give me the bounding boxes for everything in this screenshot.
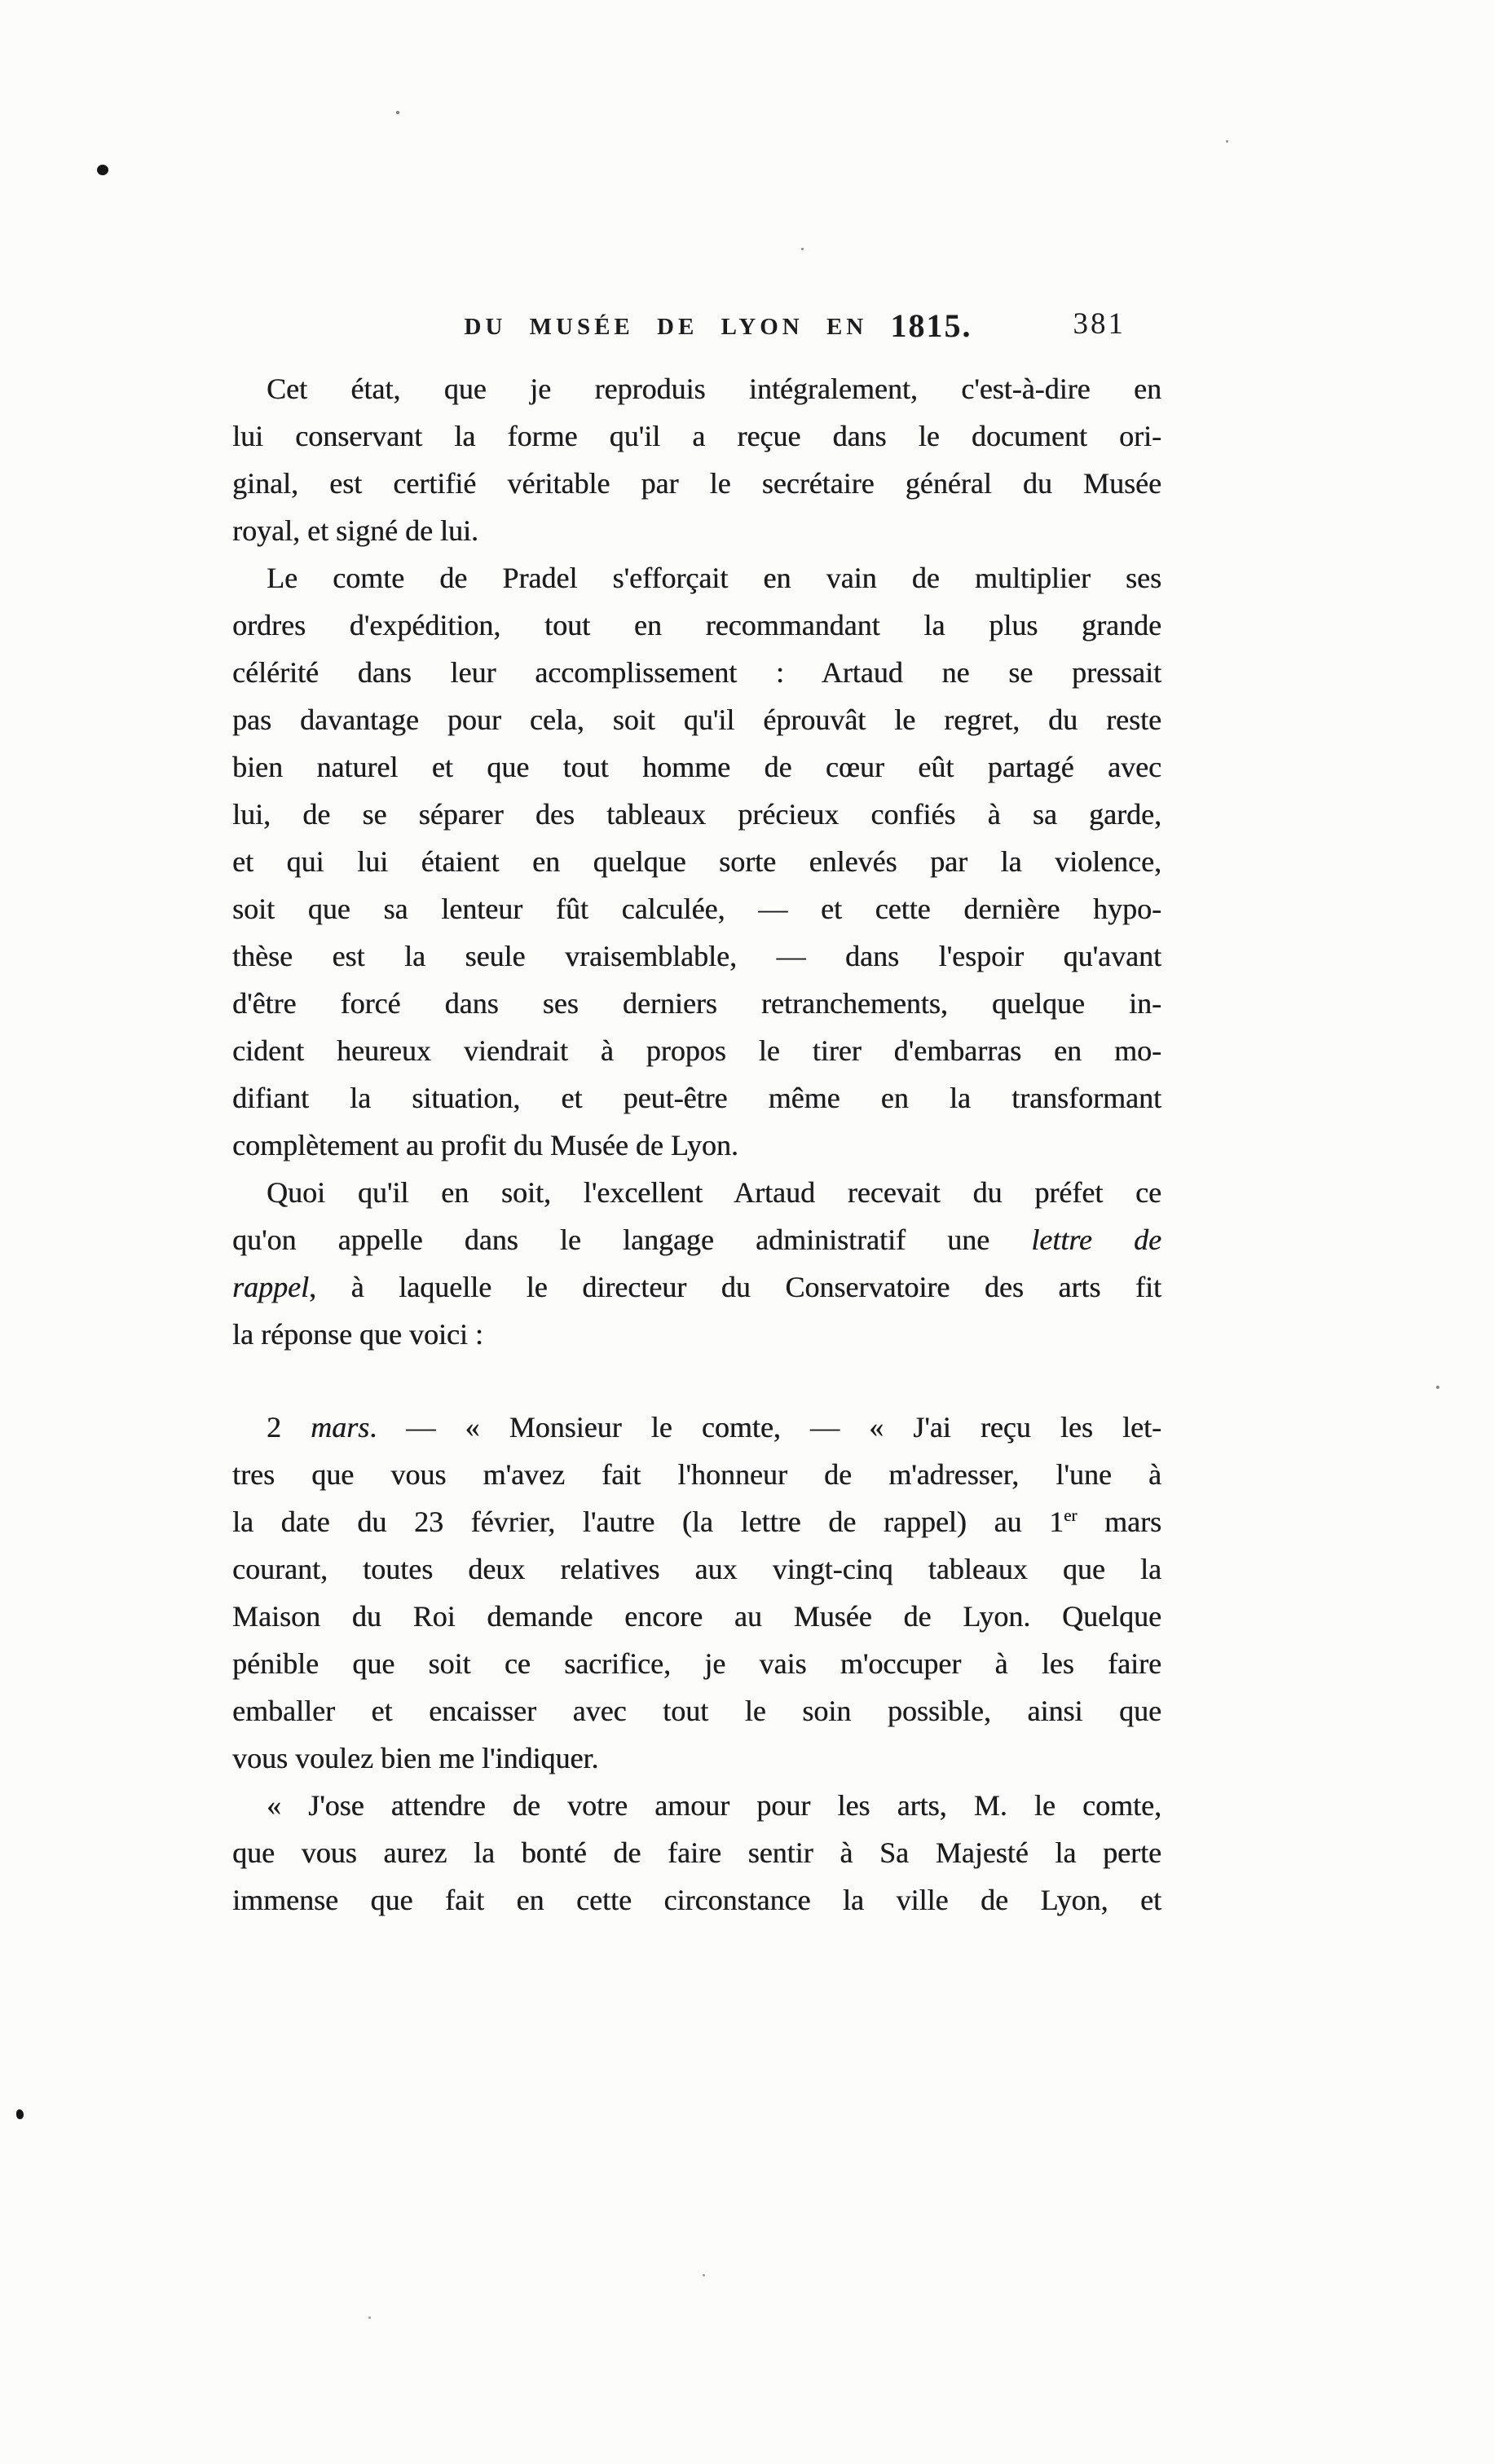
text-line xyxy=(232,1216,1161,1263)
text-segment: lui, de se séparer des tableaux précieux confiés à sa garde, xyxy=(232,798,1161,831)
scan-speck xyxy=(703,2274,705,2277)
text-line xyxy=(232,412,1161,460)
scan-speck xyxy=(97,165,108,175)
text-line xyxy=(232,1027,1161,1074)
text-segment: pénible que soit ce sacrifice, je vais m'occuper à les faire xyxy=(232,1647,1161,1680)
text-line xyxy=(232,1263,1161,1311)
text-segment: 2 xyxy=(267,1411,311,1444)
text-block xyxy=(232,365,1161,1924)
text-segment: pas davantage pour cela, soit qu'il éprouvât le regret, du reste xyxy=(232,703,1161,736)
text-line xyxy=(232,1545,1161,1593)
text-line xyxy=(232,1311,1161,1358)
paragraph xyxy=(232,1782,1161,1924)
text-segment: et qui lui étaient en quelque sorte enlevés par la violence, xyxy=(232,845,1161,878)
text-segment: célérité dans leur accomplissement : Artaud ne se pressait xyxy=(232,656,1161,689)
text-line xyxy=(232,1782,1161,1829)
italic-text-segment: rappel xyxy=(232,1271,309,1303)
text-line xyxy=(232,838,1161,885)
paragraph xyxy=(232,1169,1161,1358)
text-segment: la réponse que voici : xyxy=(232,1318,483,1351)
text-segment: tres que vous m'avez fait l'honneur de m'adresser, l'une à xyxy=(232,1458,1161,1491)
text-line xyxy=(232,980,1161,1027)
text-line xyxy=(232,1876,1161,1924)
text-segment: courant, toutes deux relatives aux vingt-cinq tableaux que la xyxy=(232,1553,1161,1585)
text-line xyxy=(232,1498,1161,1545)
text-segment: thèse est la seule vraisemblable, — dans l'espoir qu'avant xyxy=(232,940,1161,972)
text-segment: que vous aurez la bonté de faire sentir à Sa Majesté la perte xyxy=(232,1836,1161,1869)
scan-speck xyxy=(1436,1386,1439,1389)
text-segment: « J'ose attendre de votre amour pour les arts, M. le comte, xyxy=(267,1789,1161,1822)
text-segment: royal, et signé de lui. xyxy=(232,514,478,547)
italic-text-segment: lettre de xyxy=(1031,1223,1162,1256)
scan-speck xyxy=(801,248,804,250)
text-segment: immense que fait en cette circonstance la ville de Lyon, et xyxy=(232,1884,1161,1916)
text-line xyxy=(232,1640,1161,1687)
text-segment: Le comte de Pradel s'efforçait en vain de multiplier ses xyxy=(267,562,1161,594)
text-line xyxy=(232,1122,1161,1169)
text-segment: lui conservant la forme qu'il a reçue dans le document ori- xyxy=(232,420,1161,452)
text-segment: qu'on appelle dans le langage administratif une xyxy=(232,1223,1032,1256)
text-segment: soit que sa lenteur fût calculée, — et cette dernière hypo- xyxy=(232,893,1161,925)
superscript-text-segment: er xyxy=(1064,1505,1078,1525)
text-line xyxy=(232,932,1161,980)
text-segment: bien naturel et que tout homme de cœur eût partagé avec xyxy=(232,751,1161,783)
text-segment: d'être forcé dans ses derniers retranchements, quelque in- xyxy=(232,987,1161,1020)
text-line xyxy=(232,1734,1161,1782)
text-segment: . — « Monsieur le comte, — « J'ai reçu les let- xyxy=(369,1411,1162,1444)
scan-speck xyxy=(1226,140,1228,143)
text-line xyxy=(232,743,1161,791)
text-segment: la date du 23 février, l'autre (la lettre de rappel) au 1 xyxy=(232,1505,1064,1538)
text-segment: emballer et encaisser avec tout le soin possible, ainsi que xyxy=(232,1695,1161,1727)
text-segment: ginal, est certifié véritable par le secrétaire général du Musée xyxy=(232,467,1161,500)
text-line xyxy=(232,1593,1161,1640)
paragraph xyxy=(232,554,1161,1169)
text-segment: mars xyxy=(1077,1505,1161,1538)
running-title xyxy=(253,306,1183,345)
text-segment: cident heureux viendrait à propos le tirer d'embarras en mo- xyxy=(232,1034,1161,1067)
text-line xyxy=(232,460,1161,507)
text-segment: , à laquelle le directeur du Conservatoire des arts fit xyxy=(309,1271,1161,1303)
running-title-text: DU MUSÉE DE LYON EN xyxy=(464,314,868,340)
italic-text-segment: mars xyxy=(311,1411,370,1444)
page-number: 381 xyxy=(1073,307,1126,341)
text-segment: Cet état, que je reproduis intégralement, c'est-à-dire en xyxy=(267,372,1161,405)
text-line xyxy=(232,602,1161,649)
text-line xyxy=(232,365,1161,412)
text-line xyxy=(232,885,1161,932)
text-segment: ordres d'expédition, tout en recommandant la plus grande xyxy=(232,609,1161,641)
text-line xyxy=(232,1404,1161,1451)
text-line xyxy=(232,791,1161,838)
paragraph xyxy=(232,1404,1161,1782)
text-line xyxy=(232,507,1161,554)
text-line xyxy=(232,1169,1161,1216)
running-title-year: 1815. xyxy=(890,307,972,344)
text-line xyxy=(232,1074,1161,1122)
text-line xyxy=(232,1687,1161,1734)
text-line xyxy=(232,1829,1161,1876)
text-segment: vous voulez bien me l'indiquer. xyxy=(232,1742,599,1774)
text-line xyxy=(232,1451,1161,1498)
page-header xyxy=(232,306,1161,347)
text-line xyxy=(232,554,1161,602)
scan-speck xyxy=(368,2316,371,2319)
paragraph xyxy=(232,365,1161,554)
text-segment: complètement au profit du Musée de Lyon. xyxy=(232,1129,738,1161)
text-segment: difiant la situation, et peut-être même en la transformant xyxy=(232,1082,1161,1114)
text-segment: Maison du Roi demande encore au Musée de Lyon. Quelque xyxy=(232,1600,1161,1633)
text-line xyxy=(232,696,1161,743)
scan-speck xyxy=(396,111,399,114)
scan-speck xyxy=(16,2109,24,2119)
text-segment: Quoi qu'il en soit, l'excellent Artaud recevait du préfet ce xyxy=(267,1176,1161,1209)
text-line xyxy=(232,649,1161,696)
